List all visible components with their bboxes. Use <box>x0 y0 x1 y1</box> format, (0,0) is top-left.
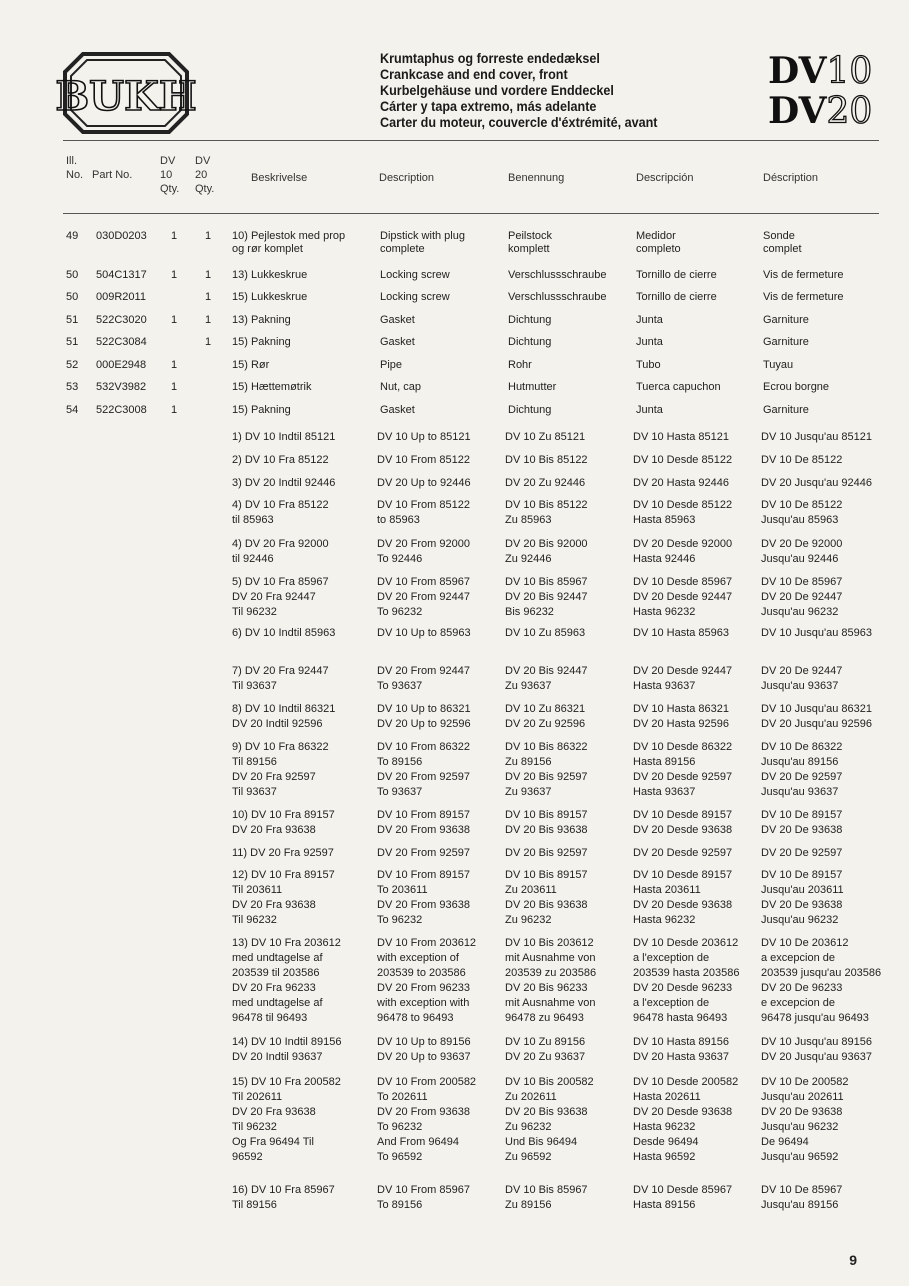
note-spanish: DV 10 Desde 200582 Hasta 202611 DV 20 Desde 93638 Hasta 96232 Desde 96494 Hasta 96592 <box>633 1076 739 1163</box>
part-description: Nut, cap <box>380 381 421 393</box>
note-german: DV 10 Bis 85122 <box>505 454 588 466</box>
note-english: DV 10 From 85967 To 89156 <box>377 1184 470 1211</box>
part-description: Gasket <box>380 314 415 326</box>
model-dv20: DV20 <box>768 90 873 132</box>
part-descripcion: Tuerca capuchon <box>636 381 721 393</box>
part-benennung: Peilstock komplett <box>508 230 553 255</box>
note-danish: 8) DV 10 Indtil 86321 DV 20 Indtil 92596 <box>232 703 336 730</box>
part-ill-no: 50 <box>66 269 79 281</box>
note-french: DV 20 De 92597 <box>761 847 843 859</box>
part-benennung: Dichtung <box>508 314 552 326</box>
part-description-fr: Sonde complet <box>763 230 802 255</box>
note-french: DV 20 De 92447 Jusqu'au 93637 <box>761 665 843 692</box>
note-german: DV 10 Bis 89157 Zu 203611 DV 20 Bis 93638 Zu 96232 <box>505 869 588 926</box>
part-qty-dv10: 1 <box>171 404 178 416</box>
col-ill-no: Ill. No. <box>66 155 84 181</box>
part-beskrivelse: 15) Pakning <box>232 404 291 416</box>
part-benennung: Rohr <box>508 359 532 371</box>
note-danish: 14) DV 10 Indtil 89156 DV 20 Indtil 93637 <box>232 1036 342 1063</box>
header-divider <box>63 140 879 141</box>
note-french: DV 10 De 200582 Jusqu'au 202611 DV 20 De 93638 Jusqu'au 96232 De 96494 Jusqu'au 96592 <box>761 1076 849 1163</box>
note-english: DV 20 From 92000 To 92446 <box>377 538 470 565</box>
part-qty-dv10: 1 <box>171 314 178 326</box>
part-number: 522C3008 <box>96 404 147 416</box>
note-danish: 2) DV 10 Fra 85122 <box>232 454 329 466</box>
part-number: 504C1317 <box>96 269 147 281</box>
part-beskrivelse: 13) Lukkeskrue <box>232 269 308 281</box>
note-danish: 16) DV 10 Fra 85967 Til 89156 <box>232 1184 335 1211</box>
logo-text: BUKH <box>55 73 197 120</box>
note-danish: 4) DV 10 Fra 85122 til 85963 <box>232 499 329 526</box>
note-spanish: DV 20 Desde 92000 Hasta 92446 <box>633 538 733 565</box>
title-spanish: Cárter y tapa extremo, más adelante <box>380 98 597 114</box>
note-danish: 10) DV 10 Fra 89157 DV 20 Fra 93638 <box>232 809 335 836</box>
note-german: DV 20 Bis 92447 Zu 93637 <box>505 665 588 692</box>
note-english: DV 10 From 89157 DV 20 From 93638 <box>377 809 470 836</box>
note-danish: 15) DV 10 Fra 200582 Til 202611 DV 20 Fra 93638 Til 96232 Og Fra 96494 Til 96592 <box>232 1076 341 1163</box>
part-qty-dv20: 1 <box>205 291 212 303</box>
note-french: DV 10 Jusqu'au 85121 <box>761 431 872 443</box>
part-ill-no: 51 <box>66 314 79 326</box>
part-number: 000E2948 <box>96 359 147 371</box>
title-german: Kurbelgehäuse und vordere Enddeckel <box>380 82 614 98</box>
col-beskrivelse: Beskrivelse <box>251 172 308 184</box>
note-spanish: DV 10 Desde 85967 DV 20 Desde 92447 Hasta 96232 <box>633 576 733 618</box>
part-beskrivelse: 13) Pakning <box>232 314 291 326</box>
note-german: DV 10 Zu 86321 DV 20 Zu 92596 <box>505 703 586 730</box>
note-danish: 9) DV 10 Fra 86322 Til 89156 DV 20 Fra 92597 Til 93637 <box>232 741 329 798</box>
note-danish: 12) DV 10 Fra 89157 Til 203611 DV 20 Fra 93638 Til 96232 <box>232 869 335 926</box>
title-danish: Krumtaphus og forreste endedæksel <box>380 50 600 66</box>
note-spanish: DV 10 Desde 89157 Hasta 203611 DV 20 Desde 93638 Hasta 96232 <box>633 869 733 926</box>
note-english: DV 10 From 200582 To 202611 DV 20 From 93638 To 96232 And From 96494 To 96592 <box>377 1076 477 1163</box>
note-french: DV 10 De 85122 Jusqu'au 85963 <box>761 499 843 526</box>
part-beskrivelse: 15) Pakning <box>232 336 291 348</box>
note-german: DV 10 Zu 85121 <box>505 431 586 443</box>
part-benennung: Verschlussschraube <box>508 291 607 303</box>
col-dv20-qty: DV 20 Qty. <box>195 155 215 195</box>
note-spanish: DV 20 Hasta 92446 <box>633 477 730 489</box>
part-description-fr: Garniture <box>763 314 809 326</box>
note-french: DV 10 De 203612 a excepcion de 203539 jusqu'au 203586 DV 20 De 96233 e excepcion de 96478 jusqu'au 96493 <box>761 937 882 1024</box>
note-french: DV 10 De 85122 <box>761 454 843 466</box>
part-descripcion: Tubo <box>636 359 661 371</box>
title-french: Carter du moteur, couvercle d'éxtrémité, avant <box>380 114 658 130</box>
note-spanish: DV 10 Desde 85967 Hasta 89156 <box>633 1184 733 1211</box>
part-beskrivelse: 15) Lukkeskrue <box>232 291 308 303</box>
title-block <box>380 50 688 130</box>
note-danish: 11) DV 20 Fra 92597 <box>232 847 334 859</box>
note-spanish: DV 10 Desde 85122 Hasta 85963 <box>633 499 733 526</box>
note-english: DV 10 Up to 85963 <box>377 627 471 639</box>
col-dv10-qty: DV 10 Qty. <box>160 155 180 195</box>
part-qty-dv10: 1 <box>171 230 178 242</box>
note-english: DV 10 From 86322 To 89156 DV 20 From 92597 To 93637 <box>377 741 470 798</box>
note-german: DV 10 Bis 200582 Zu 202611 DV 20 Bis 93638 Zu 96232 Und Bis 96494 Zu 96592 <box>505 1076 594 1163</box>
note-english: DV 10 From 85122 to 85963 <box>377 499 470 526</box>
part-number: 522C3020 <box>96 314 147 326</box>
part-beskrivelse: 15) Rør <box>232 359 270 371</box>
part-descripcion: Junta <box>636 336 663 348</box>
part-description-fr: Garniture <box>763 404 809 416</box>
part-qty-dv10: 1 <box>171 381 178 393</box>
note-spanish: DV 10 Desde 89157 DV 20 Desde 93638 <box>633 809 733 836</box>
part-qty-dv10: 1 <box>171 359 178 371</box>
note-french: DV 10 Jusqu'au 86321 DV 20 Jusqu'au 92596 <box>761 703 872 730</box>
part-description: Gasket <box>380 336 415 348</box>
part-benennung: Hutmutter <box>508 381 557 393</box>
note-german: DV 10 Bis 85122 Zu 85963 <box>505 499 588 526</box>
note-french: DV 10 De 86322 Jusqu'au 89156 DV 20 De 92597 Jusqu'au 93637 <box>761 741 843 798</box>
part-qty-dv20: 1 <box>205 336 212 348</box>
part-description: Locking screw <box>380 269 450 281</box>
note-german: DV 10 Bis 203612 mit Ausnahme von 203539 zu 203586 DV 20 Bis 96233 mit Ausnahme von 96478 zu 96493 <box>505 937 597 1024</box>
note-german: DV 10 Bis 85967 Zu 89156 <box>505 1184 588 1211</box>
part-benennung: Dichtung <box>508 336 552 348</box>
part-ill-no: 54 <box>66 404 79 416</box>
part-ill-no: 53 <box>66 381 79 393</box>
part-descripcion: Tornillo de cierre <box>636 291 717 303</box>
part-descripcion: Junta <box>636 314 663 326</box>
note-german: DV 10 Bis 85967 DV 20 Bis 92447 Bis 96232 <box>505 576 588 618</box>
note-english: DV 10 Up to 85121 <box>377 431 471 443</box>
page-number: 9 <box>849 1252 857 1268</box>
part-description: Pipe <box>380 359 403 371</box>
note-english: DV 10 From 203612 with exception of 203539 to 203586 DV 20 From 96233 with exception with 96478 to 96493 <box>377 937 477 1024</box>
part-description-fr: Vis de fermeture <box>763 269 844 281</box>
note-english: DV 10 From 89157 To 203611 DV 20 From 93638 To 96232 <box>377 869 470 926</box>
note-spanish: DV 10 Hasta 86321 DV 20 Hasta 92596 <box>633 703 730 730</box>
note-german: DV 10 Bis 86322 Zu 89156 DV 20 Bis 92597 Zu 93637 <box>505 741 588 798</box>
note-german: DV 10 Bis 89157 DV 20 Bis 93638 <box>505 809 588 836</box>
col-description-fr: Déscription <box>763 172 819 184</box>
part-beskrivelse: 10) Pejlestok med prop og rør komplet <box>232 230 346 255</box>
part-description: Dipstick with plug complete <box>380 230 465 255</box>
note-english: DV 10 From 85122 <box>377 454 470 466</box>
note-english: DV 20 From 92447 To 93637 <box>377 665 470 692</box>
part-qty-dv10: 1 <box>171 269 178 281</box>
note-french: DV 10 De 85967 Jusqu'au 89156 <box>761 1184 843 1211</box>
part-beskrivelse: 15) Hættemøtrik <box>232 381 312 393</box>
col-part-no: Part No. <box>92 169 133 181</box>
part-number: 532V3982 <box>96 381 147 393</box>
part-description: Gasket <box>380 404 415 416</box>
part-description-fr: Garniture <box>763 336 809 348</box>
note-spanish: DV 20 Desde 92447 Hasta 93637 <box>633 665 733 692</box>
note-german: DV 10 Zu 85963 <box>505 627 586 639</box>
col-description: Description <box>379 172 435 184</box>
note-spanish: DV 10 Hasta 85121 <box>633 431 730 443</box>
note-french: DV 20 De 92000 Jusqu'au 92446 <box>761 538 843 565</box>
note-danish: 7) DV 20 Fra 92447 Til 93637 <box>232 665 329 692</box>
bukh-logo <box>55 52 197 134</box>
note-danish: 1) DV 10 Indtil 85121 <box>232 431 336 443</box>
note-spanish: DV 10 Desde 203612 a l'exception de 203539 hasta 203586 DV 20 Desde 96233 a l'exception de 96478 hasta 96493 <box>633 937 740 1024</box>
note-english: DV 20 From 92597 <box>377 847 470 859</box>
model-dv10: DV10 <box>768 50 873 92</box>
note-english: DV 10 Up to 86321 DV 20 Up to 92596 <box>377 703 471 730</box>
note-spanish: DV 10 Desde 85122 <box>633 454 733 466</box>
note-english: DV 20 Up to 92446 <box>377 477 471 489</box>
note-english: DV 10 From 85967 DV 20 From 92447 To 96232 <box>377 576 470 618</box>
part-benennung: Dichtung <box>508 404 552 416</box>
note-french: DV 10 De 85967 DV 20 De 92447 Jusqu'au 96232 <box>761 576 843 618</box>
note-english: DV 10 Up to 89156 DV 20 Up to 93637 <box>377 1036 471 1063</box>
note-french: DV 10 Jusqu'au 85963 <box>761 627 872 639</box>
table-divider <box>63 213 879 214</box>
note-french: DV 20 Jusqu'au 92446 <box>761 477 872 489</box>
part-description: Locking screw <box>380 291 450 303</box>
part-ill-no: 49 <box>66 230 79 242</box>
note-danish: 3) DV 20 Indtil 92446 <box>232 477 336 489</box>
col-descripcion: Descripción <box>636 172 694 184</box>
note-french: DV 10 Jusqu'au 89156 DV 20 Jusqu'au 93637 <box>761 1036 872 1063</box>
note-danish: 13) DV 10 Fra 203612 med undtagelse af 203539 til 203586 DV 20 Fra 96233 med undtagelse af 96478 til 96493 <box>232 937 341 1024</box>
part-description-fr: Ecrou borgne <box>763 381 830 393</box>
part-ill-no: 52 <box>66 359 79 371</box>
note-spanish: DV 10 Desde 86322 Hasta 89156 DV 20 Desde 92597 Hasta 93637 <box>633 741 733 798</box>
part-number: 030D0203 <box>96 230 147 242</box>
note-danish: 5) DV 10 Fra 85967 DV 20 Fra 92447 Til 96232 <box>232 576 329 618</box>
title-english: Crankcase and end cover, front <box>380 66 568 82</box>
part-number: 522C3084 <box>96 336 147 348</box>
part-number: 009R2011 <box>96 291 146 303</box>
col-benennung: Benennung <box>508 172 565 184</box>
note-spanish: DV 10 Hasta 85963 <box>633 627 730 639</box>
part-description-fr: Tuyau <box>763 359 794 371</box>
part-descripcion: Medidor completo <box>636 230 681 255</box>
part-benennung: Verschlussschraube <box>508 269 607 281</box>
note-spanish: DV 20 Desde 92597 <box>633 847 733 859</box>
part-qty-dv20: 1 <box>205 314 212 326</box>
part-ill-no: 50 <box>66 291 79 303</box>
note-german: DV 20 Bis 92000 Zu 92446 <box>505 538 588 565</box>
note-danish: 4) DV 20 Fra 92000 til 92446 <box>232 538 329 565</box>
part-qty-dv20: 1 <box>205 230 212 242</box>
part-descripcion: Junta <box>636 404 663 416</box>
part-ill-no: 51 <box>66 336 79 348</box>
note-german: DV 20 Bis 92597 <box>505 847 588 859</box>
note-french: DV 10 De 89157 DV 20 De 93638 <box>761 809 843 836</box>
note-spanish: DV 10 Hasta 89156 DV 20 Hasta 93637 <box>633 1036 730 1063</box>
note-french: DV 10 De 89157 Jusqu'au 203611 DV 20 De 93638 Jusqu'au 96232 <box>761 869 844 926</box>
note-german: DV 10 Zu 89156 DV 20 Zu 93637 <box>505 1036 586 1063</box>
part-qty-dv20: 1 <box>205 269 212 281</box>
part-descripcion: Tornillo de cierre <box>636 269 717 281</box>
part-description-fr: Vis de fermeture <box>763 291 844 303</box>
note-danish: 6) DV 10 Indtil 85963 <box>232 627 336 639</box>
note-german: DV 20 Zu 92446 <box>505 477 586 489</box>
